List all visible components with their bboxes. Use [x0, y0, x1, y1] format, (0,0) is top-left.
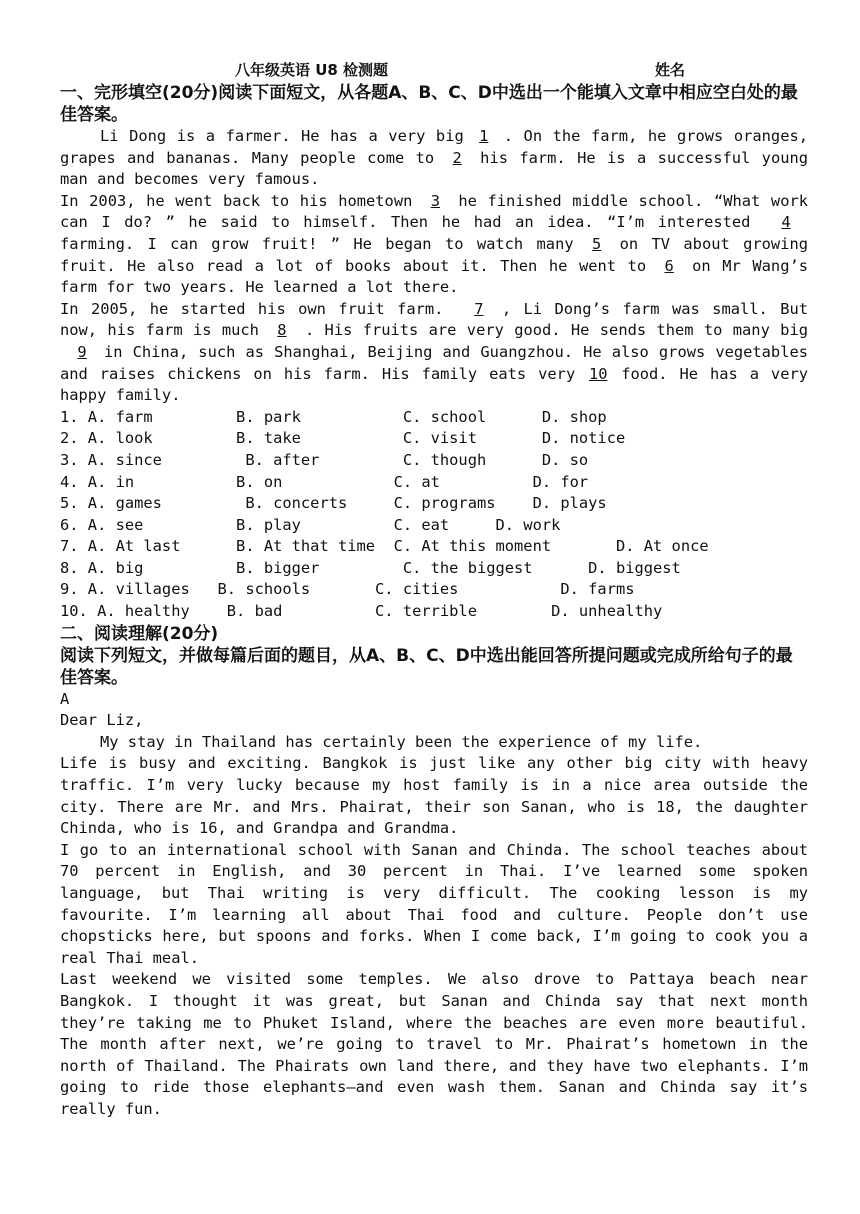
option-row: 10. A. healthy B. bad C. terrible D. unhealthy	[60, 602, 663, 621]
blank-2: 2	[452, 148, 462, 167]
passage-label: A	[60, 689, 70, 708]
blank-5: 5	[591, 234, 602, 253]
blank-6: 6	[664, 256, 674, 275]
name-label: 姓名	[655, 61, 686, 79]
option-row: 3. A. since B. after C. though D. so	[60, 450, 589, 469]
cloze-options	[60, 407, 808, 623]
cloze-heading: 一、完形填空(20分)阅读下面短文，从各题A、B、C、D中选出一个能填入文章中相应空白处的最佳答案。	[60, 83, 798, 125]
option-row: 6. A. see B. play C. eat D. work	[60, 515, 561, 534]
blank-9: 9	[77, 342, 87, 361]
letter-paragraph-2: Life is busy and exciting. Bangkok is just like any other big city with heavy traffic. I’m very lucky because my host family is in a nice area outside the city. There are Mr. and Mrs. Phairat, their son Sanan, who is 18, the daughter Chinda, who is 16, and Grandpa and Grandma.	[60, 754, 818, 838]
letter-greeting: Dear Liz,	[60, 711, 144, 730]
worksheet-page	[60, 60, 818, 1121]
reading-instructions: 阅读下列短文，并做每篇后面的题目，从A、B、C、D中选出能回答所提问题或完成所给句子的最佳答案。	[60, 645, 793, 688]
cloze-paragraph-3: In 2005, he started his own fruit farm. 7 , Li Dong’s farm was small. But now, his farm is much 8 . His fruits are very good. He sends them to many big9 in China, such as Shanghai, Beijing and Guangzhou. He also grows vegetables and raises chickens on his farm. His family eats very 10 food. He has a very happy family.	[60, 299, 818, 405]
blank-7: 7	[474, 299, 484, 318]
blank-8: 8	[277, 321, 287, 340]
option-row: 9. A. villages B. schools C. cities D. farms	[60, 580, 635, 599]
letter-paragraph-3: I go to an international school with Sanan and Chinda. The school teaches about 70 percent in English, and 30 percent in Thai. I’ve learned some spoken language, but Thai writing is very difficult. The cooking lesson is my favourite. I’m learning all about Thai food and culture. People don’t use chopsticks here, but spoons and forks. When I come back, I’m going to cook you a real Thai meal.	[60, 840, 818, 967]
cloze-paragraph-2: In 2003, he went back to his hometown 3 he finished middle school. “What work can I do? ” he said to himself. Then he had an idea. “I’m interested 4farming. I can grow fruit! ” He began to watch many 5 on TV about growing fruit. He also read a lot of books about it. Then he went to 6 on Mr Wang’s farm for two years. He learned a lot there.	[60, 191, 818, 297]
option-row: 7. A. At last B. At that time C. At this moment D. At once	[60, 537, 709, 556]
letter-paragraph-1: My stay in Thailand has certainly been the experience of my life.	[100, 732, 703, 751]
option-row: 4. A. in B. on C. at D. for	[60, 472, 589, 491]
blank-10: 10	[588, 364, 608, 383]
letter-paragraph-4: Last weekend we visited some temples. We also drove to Pattaya beach near Bangkok. I thought it was great, but Sanan and Chinda say that next month they’re taking me to Phuket Island, where the beaches are even more beautiful. The month after next, we’re going to travel to Mr. Phairat’s hometown in the north of Thailand. The Phairats own land there, and they have two elephants. I’m going to ride those elephants—and even wash them. Sanan and Chinda say it’s really fun.	[60, 970, 818, 1118]
cloze-paragraph-1: Li Dong is a farmer. He has a very big 1 . On the farm, he grows oranges, grapes and bananas. Many people come to 2 his farm. He is a successful young man and becomes very famous.	[60, 127, 818, 189]
document-header	[60, 60, 808, 82]
blank-4: 4	[781, 213, 791, 232]
blank-1: 1	[479, 127, 489, 145]
option-row: 5. A. games B. concerts C. programs D. plays	[60, 494, 607, 513]
option-row: 8. A. big B. bigger C. the biggest D. biggest	[60, 558, 681, 577]
blank-3: 3	[430, 191, 440, 210]
reading-heading: 二、阅读理解(20分)	[60, 623, 219, 644]
option-row: 2. A. look B. take C. visit D. notice	[60, 429, 626, 448]
document-title: 八年级英语 U8 检测题	[235, 61, 389, 79]
option-row: 1. A. farm B. park C. school D. shop	[60, 407, 607, 426]
